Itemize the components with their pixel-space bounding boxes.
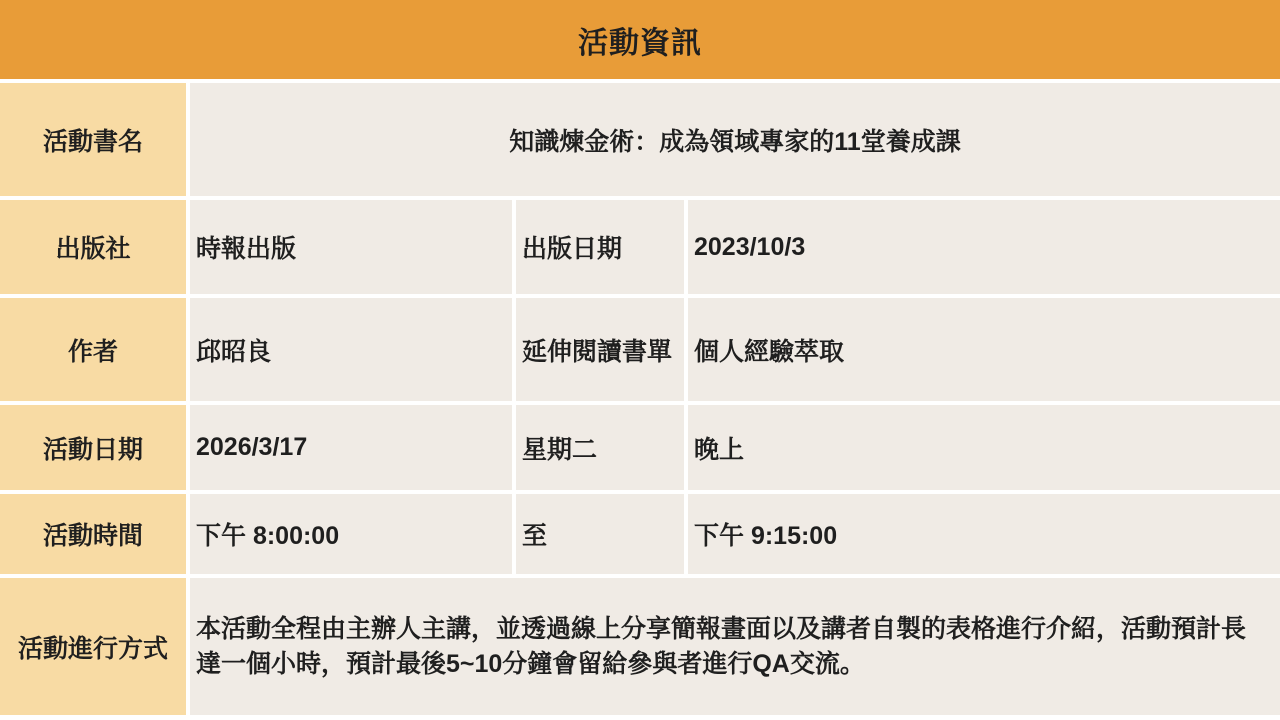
table-title-bar: [0, 0, 1280, 79]
event-date-cell: 2026/3/17: [190, 405, 512, 490]
row-label-publisher: 出版社: [0, 200, 186, 294]
row-label-event-date: 活動日期: [0, 405, 186, 490]
publish-date-label-cell: 出版日期: [516, 200, 684, 294]
table-row-event-date: [0, 405, 1280, 490]
until-cell: 至: [516, 494, 684, 574]
table-row-book-title: [0, 83, 1280, 196]
publish-date-cell: 2023/10/3: [688, 200, 1280, 294]
day-period-cell: 晚上: [688, 405, 1280, 490]
table-title: 活動資訊: [578, 26, 702, 60]
publisher-cell: 時報出版: [190, 200, 512, 294]
event-format-description: 本活動全程由主辦人主講，並透過線上分享簡報畫面以及講者自製的表格進行介紹，活動預計長達一個小時，預計最後5~10分鐘會留給參與者進行QA交流。: [190, 578, 1280, 715]
row-label-book-title: 活動書名: [0, 83, 186, 196]
table-row-publisher: [0, 200, 1280, 294]
start-time-cell: 下午 8:00:00: [190, 494, 512, 574]
table-row-author: [0, 298, 1280, 401]
reading-list-cell: 個人經驗萃取: [688, 298, 1280, 401]
book-title-cell: 知識煉金術：成為領域專家的11堂養成課: [190, 83, 1280, 196]
weekday-cell: 星期二: [516, 405, 684, 490]
author-cell: 邱昭良: [190, 298, 512, 401]
row-label-event-format: 活動進行方式: [0, 578, 186, 715]
end-time-cell: 下午 9:15:00: [688, 494, 1280, 574]
table-row-event-time: [0, 494, 1280, 574]
reading-list-label-cell: 延伸閱讀書單: [516, 298, 684, 401]
row-label-author: 作者: [0, 298, 186, 401]
row-label-event-time: 活動時間: [0, 494, 186, 574]
table-row-event-format: [0, 578, 1280, 715]
